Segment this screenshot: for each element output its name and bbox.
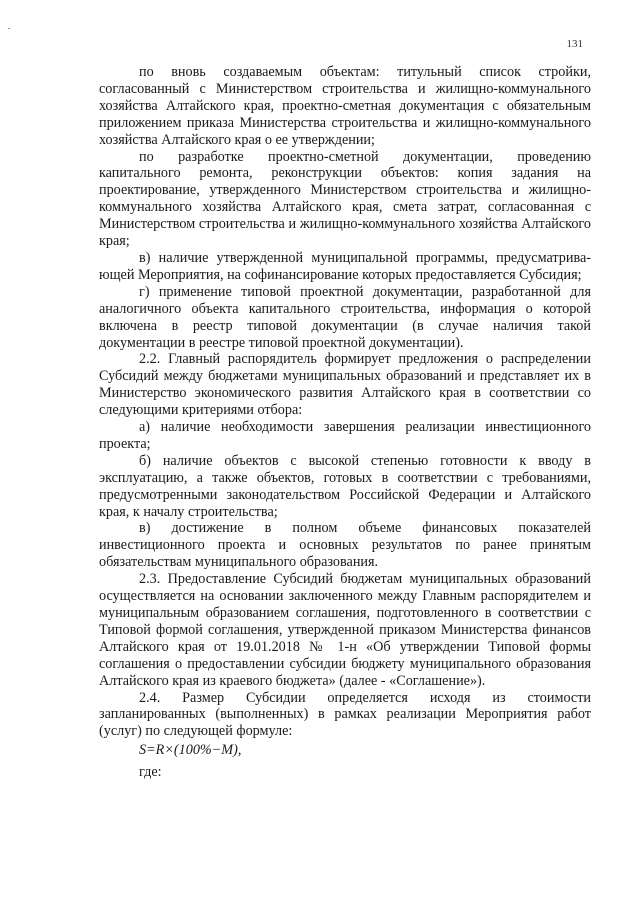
formula-expression: S=R×(100%−M) [139,742,238,759]
paragraph-new-objects: по вновь создаваемым объектам: титульный список стройки, согласованный с Министерством строительства и жилищно-коммунального хозяйства Алтайского края, проектно-сметная документация с обязательным приложением приказа Министерства строительства и жилищно-коммунального хозяйства Алтайского края о ее утверждении; [99,64,591,148]
scan-artifact [8,28,10,29]
document-body [99,64,591,781]
page-number: 131 [566,38,583,50]
formula-comma: , [237,742,242,759]
paragraph-item-v-results: в) достижение в полном объеме финансовых показателей инвестиционного проекта и основных результатов по ранее принятым обязательствам муниципального образования. [99,520,591,571]
paragraph-2-3: 2.3. Предоставление Субсидий бюджетам муниципальных образований осуществляется на основании заключенного между Главным распорядителем и муниципальным образованием соглашения, подготовленного в соответствии с Типовой формой соглашения, утвержденной приказом Министерства финансов Алтайского края от 19.01.2018 № 1-н «Об утверждении Типовой формы соглашения о предоставлении субсидии бюджету муниципального образования Алтайского края из краевого бюджета» (далее - «Соглашение»). [99,571,591,689]
where-label: где: [139,764,162,781]
paragraph-design-estimate: по разработке проектно-сметной документации, проведению капитального ремонта, реконструкции объектов: копия задания на проектирование, утвержденного Министерством строительства и жилищно-коммунального хозяйства Алтайского края, смета затрат, согласованная с Министерством строительства и жилищно-коммунального хозяйства Алтайского края; [99,148,591,250]
paragraph-item-b: б) наличие объектов с высокой степенью готовности к вводу в эксплуатацию, а также объектов, готовых в соответствии с требованиями, предусмотренными законодательством Российской Федерации и Алтайского края, к началу строительства; [99,452,591,520]
paragraph-item-v-program: в) наличие утвержденной муниципальной программы, предусматривающей Мероприятия, на софинансирование которых предоставляется Субсидия; [99,249,591,283]
paragraph-2-4: 2.4. Размер Субсидии определяется исходя из стоимости запланированных (выполненных) в рамках реализации Мероприятия работ (услуг) по следующей формуле: [99,689,591,740]
paragraph-item-a: а) наличие необходимости завершения реализации инвестиционного проекта; [99,419,591,452]
subsidy-formula [99,740,591,760]
paragraph-2-2: 2.2. Главный распорядитель формирует предложения о распределении Субсидий между бюджетами муниципальных образований и представляет их в Министерство экономического развития Алтайского края в соответствии со следующими критериями отбора: [99,351,591,419]
paragraph-item-g-typical-docs: г) применение типовой проектной документации, разработанной для аналогичного объекта капитального строительства, информация о которой включена в реестр типовой документации (в случае наличия такой документации в реестре типовой проектной документации). [99,283,591,351]
